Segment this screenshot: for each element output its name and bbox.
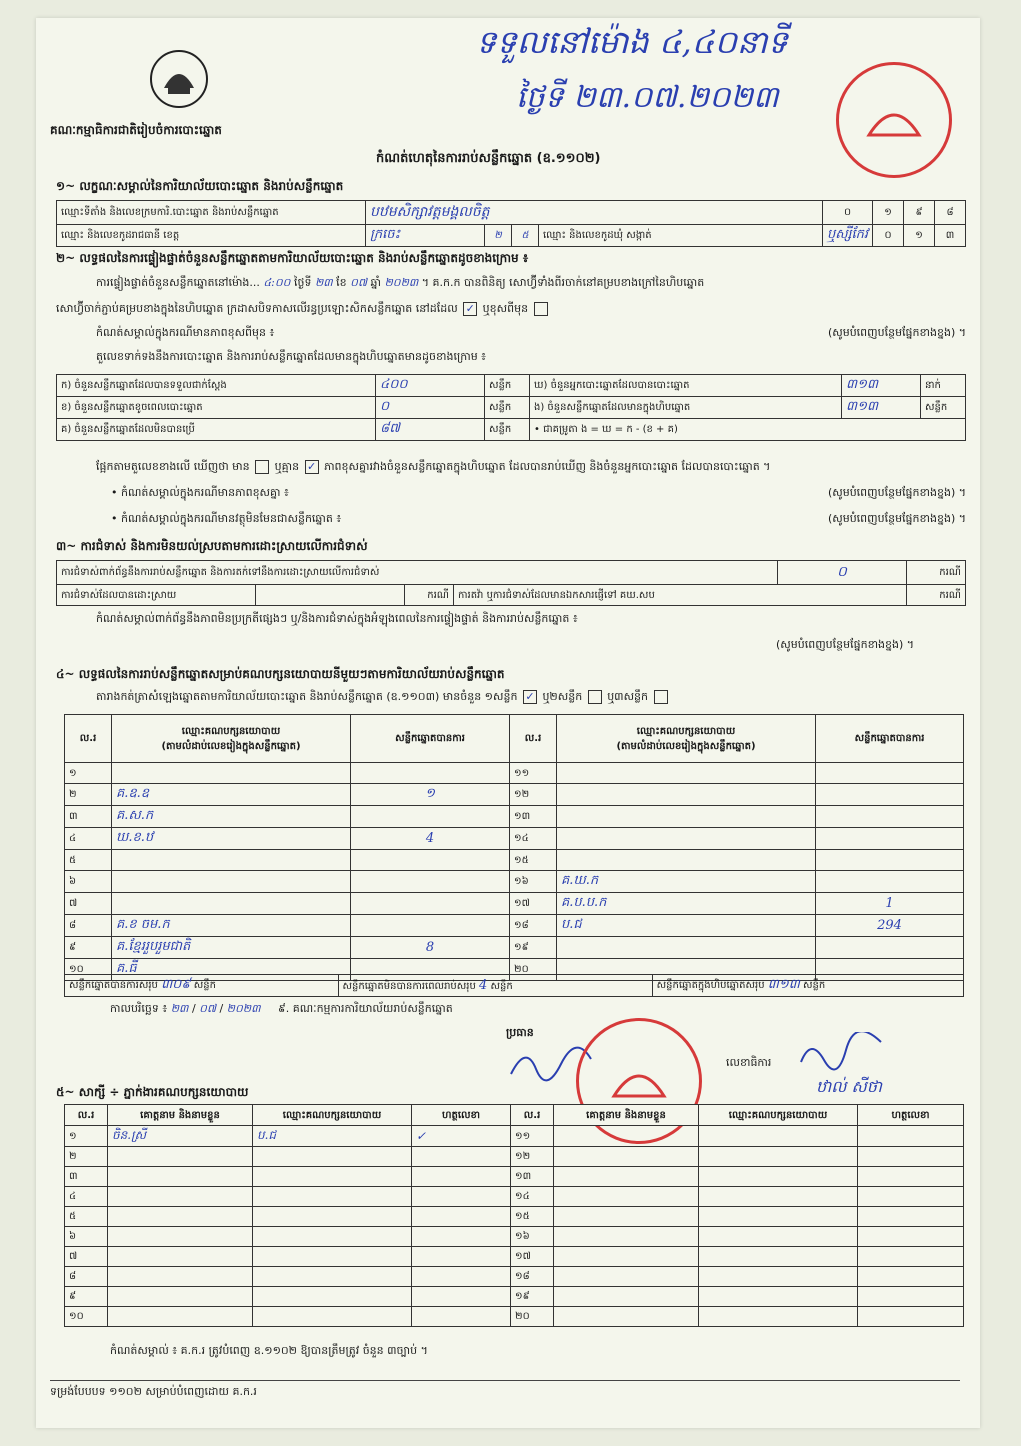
witness-sign [412,1287,511,1307]
date-day: ២៣ [170,1002,189,1015]
col-no-right: ល.រ [510,715,557,763]
party-no-right: ១៨ [510,915,557,937]
verification-month: ០៧ [350,276,367,289]
party-no: ១០ [65,959,112,981]
party-no-right: ១៦ [510,871,557,893]
witness-no: ៦ [65,1227,108,1247]
witness-name [108,1267,253,1287]
year-label: ឆ្នាំ [370,276,381,289]
figure-c-label: គ) ចំនួនសន្លឹកឆ្នោតដែលមិនបានប្រើ [57,419,376,441]
figures-row [57,375,966,397]
party-votes-right [816,763,964,784]
witness-sign-right [858,1227,964,1247]
party-result-row [65,850,964,871]
witness-no: ២ [65,1147,108,1167]
total-invalid-cell [338,975,652,997]
verification-day: ២៣ [314,276,333,289]
witness-col-party-right: ឈ្មោះគណបក្សនយោបាយ [699,1105,858,1126]
seal-status-text: សោហ្វ៊ីចាក់ភ្ជាប់គម្របខាងក្នុងនៃហិបឆ្នោត ក្រដាសបិទកាសលើរន្ធប្រឡោះសិកសន្លឹកឆ្នោត នៅដដែល [56,302,458,315]
form-title: កំណត់ហេតុនៃការរាប់សន្លឹកឆ្នោត (ឧ.១១០២) [376,151,601,166]
witness-no-right: ១៨ [511,1267,554,1287]
witness-sign [412,1227,511,1247]
section5-title: ៥~ សាក្សី ÷ ភ្នាក់ងារគណបក្សនយោបាយ [56,1085,249,1099]
resolved-value [256,585,405,606]
witness-sign-right [858,1126,964,1147]
witness-sign [412,1207,511,1227]
col-votes: សន្លឹកឆ្នោតបានការ [351,715,510,763]
figure-e-label: ង) ចំនួនសន្លឹកឆ្នោតដែលមានក្នុងហិបឆ្នោត [530,397,842,419]
two-sheets-label: ឬ២សន្លឹក [542,690,583,703]
commune-code-2: ១ [904,225,935,247]
compare-none-label: ឬគ្មាន [274,460,300,473]
date-line: កាលបរិច្ឆេទ ៖ ២៣ / ០៧ / ២០២៣ ៩. គណៈកម្មការការិយាល័យរាប់សន្លឹកឆ្នោត [110,1002,453,1015]
party-result-row [65,937,964,959]
witness-name-right [554,1267,699,1287]
witness-sign [412,1167,511,1187]
witness-party-right [699,1267,858,1287]
figure-e-unit: សន្លឹក [921,397,966,419]
col-party-right [557,715,816,763]
party-name-right [557,763,816,784]
witness-no-right: ១៥ [511,1207,554,1227]
secretary-signature [796,1032,886,1076]
witness-col-sign: ហត្ថលេខា [412,1105,511,1126]
objections-unit: ករណី [907,561,966,585]
witness-row [65,1207,964,1227]
col-party-sub: (តាមលំដាប់លេខរៀងក្នុងសន្លឹកឆ្នោត) [161,740,301,752]
witness-sign [412,1247,511,1267]
witness-party-right [699,1247,858,1267]
witness-no-right: ១៦ [511,1227,554,1247]
witness-name [108,1227,253,1247]
commune-code-1: ០ [873,225,904,247]
party-results-table [64,714,964,981]
figure-b-label: ខ) ចំនួនសន្លឹកឆ្នោតខូចពេលបោះឆ្នោត [57,397,376,419]
party-votes-right: 294 [816,915,964,937]
total-invalid-label: សន្លឹកឆ្នោតមិនបានការពេលរាប់សរុប [342,980,476,992]
no-difference-checkbox[interactable]: ✓ [305,460,319,474]
commune-value: ឬស្សីកែវ [822,225,872,247]
witness-sign-right [858,1207,964,1227]
verification-year: ២០២៣ [384,276,419,289]
witness-party [253,1287,412,1307]
note-foreign-object-line [111,512,966,528]
witness-no: ៩ [65,1287,108,1307]
witness-name-right [554,1207,699,1227]
note-difference-label: • កំណត់សម្គាល់ក្នុងករណីមានភាពខុសគ្នា ៖ [111,486,289,499]
figures-intro: តួលេខទាក់ទងនឹងការបោះឆ្នោត និងការរាប់សន្លឹកឆ្នោតដែលមានក្នុងហិបឆ្នោតមានដូចខាងក្រោម ៖ [96,350,487,363]
three-sheets-checkbox[interactable] [654,690,668,704]
witness-no: ១០ [65,1307,108,1327]
difference-note-line [96,326,966,342]
province-code-1: ២ [485,225,512,247]
witness-sign-right [858,1187,964,1207]
party-name [112,893,351,915]
col-no: ល.រ [65,715,112,763]
witness-col-name: គោត្តនាម និងនាមខ្លួន [108,1105,253,1126]
figure-b-unit: សន្លឹក [485,397,530,419]
witness-table [64,1104,964,1327]
date-year: ២០២៣ [226,1002,261,1015]
witness-name [108,1207,253,1227]
party-result-row [65,915,964,937]
location-value: បឋមសិក្សាវត្តមង្គលចិត្ត [366,201,823,225]
figure-a-label: ក) ចំនួនសន្លឹកឆ្នោតដែលបានទទួលជាក់ស្តែង [57,375,376,397]
party-name: គ.ធី [112,959,351,981]
party-votes-right [816,784,964,806]
col-votes-right: សន្លឹកឆ្នោតបានការ [816,715,964,763]
party-votes [351,850,510,871]
party-result-row [65,784,964,806]
witness-row [65,1247,964,1267]
verification-line2 [56,302,966,318]
witness-row [65,1287,964,1307]
witness-party-right [699,1227,858,1247]
chair-label: ប្រធាន [506,1026,534,1039]
witness-name-right [554,1227,699,1247]
witness-col-party: ឈ្មោះគណបក្សនយោបាយ [253,1105,412,1126]
party-no: ៩ [65,937,112,959]
witness-col-sign-right: ហត្ថលេខា [858,1105,964,1126]
party-votes-right [816,828,964,850]
party-no-right: ១១ [510,763,557,784]
witness-name-right [554,1187,699,1207]
party-votes: 4 [351,828,510,850]
irregularity-note-tail: (សូមបំពេញបន្ថែមផ្នែកខាងខ្នង) ។ [776,638,915,651]
witness-party [253,1267,412,1287]
different-label: ឬខុសពីមុន [482,302,529,315]
province-value: ក្រចេះ [366,225,485,247]
witness-no: ៤ [65,1187,108,1207]
form-page [36,18,980,1428]
same-checkbox[interactable]: ✓ [463,302,477,316]
witness-sign-right [858,1247,964,1267]
handwritten-received-time: ទទួលនៅម៉ោង ៤,៤០នាទី [476,23,788,61]
one-sheet-checkbox[interactable]: ✓ [523,690,537,704]
commune-code-3: ៣ [935,225,966,247]
section1-table [56,200,966,247]
party-name: គ.ខ្មែររួបរួមជាតិ [112,937,351,959]
difference-note-label: កំណត់សម្គាល់ក្នុងករណីមានភាពខុសពីមុន ៖ [96,326,275,339]
party-name-right [557,828,816,850]
witness-party-right [699,1167,858,1187]
witness-row [65,1126,964,1147]
total-box-value: ៣១៣ [767,977,800,992]
col-party [112,715,351,763]
party-name-right: គ.ឃ.ក [557,871,816,893]
party-no-right: ១២ [510,784,557,806]
objections-label: ការជំទាស់ពាក់ព័ន្ធនឹងការរាប់សន្លឹកឆ្នោត និងការតក់ទៅនឹងការដោះស្រាយលើការជំទាស់ [57,561,778,585]
party-votes-right [816,937,964,959]
figure-b-value: ០ [376,397,485,419]
witness-name [108,1187,253,1207]
party-name-right: ប.ជ [557,915,816,937]
party-no: ៥ [65,850,112,871]
party-name: ឃ.ខ.ឋ [112,828,351,850]
witness-name: ចិន.ស្រី [108,1126,253,1147]
party-no-right: ១៥ [510,850,557,871]
witness-party [253,1307,412,1327]
witness-name [108,1247,253,1267]
witness-note: កំណត់សម្គាល់ ៖ គ.ក.រ ត្រូវបំពេញ ឧ.១១០២ ឱ្យបានត្រឹមត្រូវ ចំនួន ៣ច្បាប់ ។ [110,1344,428,1357]
month-label: ខែ [336,276,347,289]
tally-sheet-intro: តារាងកត់ត្រាសំឡេងឆ្នោតតាមការិយាល័យបោះឆ្នោត និងរាប់សន្លឹកឆ្នោត (ឧ.១១០៣) មានចំនួន ១សន្លឹក [96,690,518,703]
party-no-right: ១៧ [510,893,557,915]
location-label: ឈ្មោះទីតាំង និងលេខក្រមការិ.បោះឆ្នោត និងរាប់សន្លឹកឆ្នោត [57,201,366,225]
witness-party: ប.ជ [253,1126,412,1147]
party-no: ២ [65,784,112,806]
party-result-row [65,806,964,828]
witness-party [253,1167,412,1187]
party-votes [351,915,510,937]
witness-sign [412,1307,511,1327]
figure-d-value: ៣១៣ [842,375,921,397]
witness-sign-right [858,1267,964,1287]
witness-name-right [554,1287,699,1307]
verification-time-label: ការផ្ទៀងផ្ទាត់ចំនួនសន្លឹកឆ្នោតនៅម៉ោង... [96,276,260,289]
formula-text: • ជាគម្រូតា ង = ឃ = ក - (ខ + គ) [530,419,966,441]
note-foreign-object-tail: (សូមបំពេញបន្ថែមផ្នែកខាងខ្នង) ។ [827,512,966,525]
objections-value: ០ [778,561,907,585]
witness-no-right: ១៣ [511,1167,554,1187]
witness-no: ៣ [65,1167,108,1187]
party-no: ៦ [65,871,112,893]
witness-no: ៥ [65,1207,108,1227]
col-party-right-title: ឈ្មោះគណបក្សនយោបាយ [636,725,736,737]
party-name-right [557,784,816,806]
party-result-row [65,893,964,915]
witness-sign: ✓ [412,1126,511,1147]
secretary-name: ឋាល់ សីថា [816,1077,883,1096]
handwritten-received-date: ថ្ងៃទី ២៣.០៧.២០២៣ [516,80,779,115]
objections-table [56,560,966,606]
witness-party [253,1227,412,1247]
witness-no-right: ១៩ [511,1287,554,1307]
figure-d-label: ឃ) ចំនួនអ្នកបោះឆ្នោតដែលបានបោះឆ្នោត [530,375,842,397]
witness-sign-right [858,1167,964,1187]
party-name-right [557,937,816,959]
party-no: ៤ [65,828,112,850]
party-result-row [65,871,964,893]
section2-title: ២~ លទ្ធផលនៃការផ្ទៀងផ្ទាត់ចំនួនសន្លឹកឆ្នោតតាមការិយាល័យបោះឆ្នោត និងរាប់សន្លឹកឆ្នោតដូចខាងក្រោម ៖ [56,251,529,265]
witness-sign [412,1147,511,1167]
witness-row [65,1187,964,1207]
witness-no-right: ១១ [511,1126,554,1147]
witness-row [65,1267,964,1287]
witness-sign [412,1187,511,1207]
note-foreign-object-label: • កំណត់សម្គាល់ក្នុងករណីមានវត្ថុមិនមែនជាសន្លឹកឆ្នោត ៖ [111,512,342,525]
section1-title: ១~ លក្ខណៈសម្គាល់នៃការិយាល័យបោះឆ្នោត និងរាប់សន្លឹកឆ្នោត [56,179,344,193]
figures-row [57,397,966,419]
resolved-unit: ករណី [405,585,454,606]
witness-no-right: ១៧ [511,1247,554,1267]
figures-table [56,374,966,441]
col-party-title: ឈ្មោះគណបក្សនយោបាយ [181,725,281,737]
witness-row [65,1307,964,1327]
figure-e-value: ៣១៣ [842,397,921,419]
party-no-right: ១៤ [510,828,557,850]
date-month: ០៧ [199,1002,216,1015]
party-votes: ១ [351,784,510,806]
witness-party-right [699,1207,858,1227]
province-code-2: ៥ [512,225,539,247]
witness-name [108,1307,253,1327]
total-box-unit: សន្លឹក [803,980,826,991]
day-label: ថ្ងៃទី [293,276,312,289]
witness-col-name-right: គោត្តនាម និងនាមខ្លួន [554,1105,699,1126]
party-no: ១ [65,763,112,784]
party-no: ៧ [65,893,112,915]
party-name [112,871,351,893]
forwarded-label: ការតវ៉ា ឬការជំទាស់ដែលមានឯកសារផ្ញើទៅ គឃ.សប [454,585,907,606]
witness-sign-right [858,1287,964,1307]
location-code-4: ៨ [935,201,966,225]
section4-title: ៤~ លទ្ធផលនៃការរាប់សន្លឹកឆ្នោតសម្រាប់គណបក្សនយោបាយនីមួយៗតាមការិយាល័យរាប់សន្លឹកឆ្នោត [56,667,505,681]
location-code-2: ១ [873,201,904,225]
party-votes-right [816,806,964,828]
party-name: គ.ស.ក [112,806,351,828]
location-code-1: ០ [822,201,872,225]
party-result-row [65,828,964,850]
secretary-label: លេខាធិការ [726,1056,772,1069]
witness-no-right: ១២ [511,1147,554,1167]
witness-name-right [554,1167,699,1187]
party-votes [351,893,510,915]
witness-party [253,1247,412,1267]
figure-a-value: ៤០០ [376,375,485,397]
witness-row [65,1167,964,1187]
resolved-label: ការជំទាស់ដែលបានដោះស្រាយ [57,585,256,606]
witness-name-right [554,1247,699,1267]
witness-sign-right [858,1307,964,1327]
party-votes [351,763,510,784]
committee-label: ៩. គណៈកម្មការការិយាល័យរាប់សន្លឹកឆ្នោត [278,1002,453,1015]
witness-party-right [699,1287,858,1307]
compare-text: ភាពខុសគ្នារវាងចំនួនសន្លឹកឆ្នោតក្នុងហិបឆ្នោត ដែលបានរាប់ឃើញ និងចំនួនអ្នកបោះឆ្នោត ដែលបានបោះឆ្នោត ។ [324,460,771,473]
verification-time: ៤:០០ [263,276,291,289]
tally-sheet-line [96,690,966,706]
party-no-right: ២០ [510,959,557,981]
witness-sign-right [858,1147,964,1167]
has-difference-checkbox[interactable] [255,460,269,474]
location-code-3: ៩ [904,201,935,225]
witness-name [108,1167,253,1187]
total-valid-label: សន្លឹកឆ្នោតបានការសរុប [69,980,158,991]
witness-no: ៨ [65,1267,108,1287]
committee-name: គណៈកម្មាធិការជាតិរៀបចំការបោះឆ្នោត [50,123,222,137]
official-seal-top [836,62,952,178]
witness-name [108,1147,253,1167]
witness-sign [412,1267,511,1287]
party-name: គ.ឧ.ឧ [112,784,351,806]
witness-party-right [699,1307,858,1327]
witness-party-right [699,1187,858,1207]
witness-col-no-right: ល.រ [511,1105,554,1126]
nec-emblem-icon [144,48,214,110]
party-no-right: ១៩ [510,937,557,959]
form-footer: ទម្រង់បែបបទ ១១០២ សម្រាប់បំពេញដោយ គ.ក.រ [50,1380,960,1401]
total-box-label: សន្លឹកឆ្នោតក្នុងហិបឆ្នោតសរុប [656,980,765,991]
witness-no: ៧ [65,1247,108,1267]
note-difference-line [111,486,966,502]
witness-name-right [554,1147,699,1167]
total-invalid-value: 4 [479,977,488,993]
party-name-right [557,850,816,871]
figure-a-unit: សន្លឹក [485,375,530,397]
total-valid-value: ៣០៩ [161,977,191,992]
total-valid-unit: សន្លឹក [193,980,216,991]
party-no: ៨ [65,915,112,937]
figures-row [57,419,966,441]
two-sheets-checkbox[interactable] [588,690,602,704]
party-name [112,850,351,871]
witness-no: ១ [65,1126,108,1147]
witness-row [65,1227,964,1247]
figure-d-unit: នាក់ [921,375,966,397]
party-votes: 8 [351,937,510,959]
total-invalid-unit: សន្លឹក [490,980,513,992]
forwarded-unit: ករណី [907,585,966,606]
witness-no-right: ១៤ [511,1187,554,1207]
party-votes [351,871,510,893]
witness-name-right [554,1126,699,1147]
figure-c-value: ៨៧ [376,419,485,441]
witness-party [253,1147,412,1167]
commune-label: ឈ្មោះ និងលេខកូដឃុំ សង្កាត់ [539,225,823,247]
witness-party-right [699,1147,858,1167]
party-name-right: គ.ប.ប.ក [557,893,816,915]
total-valid-cell [65,975,339,997]
different-checkbox[interactable] [534,302,548,316]
witness-party-right [699,1126,858,1147]
witness-party [253,1207,412,1227]
party-no: ៣ [65,806,112,828]
party-no-right: ១៣ [510,806,557,828]
party-votes-right [816,871,964,893]
note-difference-tail: (សូមបំពេញបន្ថែមផ្នែកខាងខ្នង) ។ [827,486,966,499]
party-name [112,763,351,784]
comparison-line [96,460,966,476]
verification-text: ។ គ.ក.ក បានពិនិត្យ សោហ្វ៊ីទាំងពីរចាក់នៅគម្របខាងក្រៅនៃហិបឆ្នោត [421,276,705,289]
compare-has-label: ផ្អែកតាមតួលេខខាងលើ ឃើញថា មាន [96,460,250,473]
party-votes-right: 1 [816,893,964,915]
difference-note-tail: (សូមបំពេញបន្ថែមផ្នែកខាងខ្នង) ។ [827,326,966,339]
party-name-right [557,806,816,828]
party-votes [351,806,510,828]
witness-col-no: ល.រ [65,1105,108,1126]
witness-name-right [554,1307,699,1327]
witness-name [108,1287,253,1307]
col-party-right-sub: (តាមលំដាប់លេខរៀងក្នុងសន្លឹកឆ្នោត) [616,740,756,752]
totals-table [64,974,964,997]
party-votes-right [816,850,964,871]
verification-line1 [96,276,966,292]
witness-no-right: ២០ [511,1307,554,1327]
date-label: កាលបរិច្ឆេទ ៖ [110,1002,168,1015]
three-sheets-label: ឬ៣សន្លឹក [607,690,649,703]
total-box-cell [652,975,963,997]
irregularity-note: កំណត់សម្គាល់ពាក់ព័ន្ធនឹងភាពមិនប្រក្រតីផ្សេងៗ ឬ/និងការជំទាស់ក្នុងអំឡុងពេលនៃការផ្ទៀងផ្ទាត់ និងការរាប់សន្លឹកឆ្នោត ៖ [96,612,578,625]
party-result-row [65,763,964,784]
section3-title: ៣~ ការជំទាស់ និងការមិនយល់ស្របតាមការដោះស្រាយលើការជំទាស់ [56,539,368,553]
province-label: ឈ្មោះ និងលេខកូដរាជធានី ខេត្ត [57,225,366,247]
witness-row [65,1147,964,1167]
party-name: គ.ខ ចម.ក [112,915,351,937]
figure-c-unit: សន្លឹក [485,419,530,441]
witness-party [253,1187,412,1207]
